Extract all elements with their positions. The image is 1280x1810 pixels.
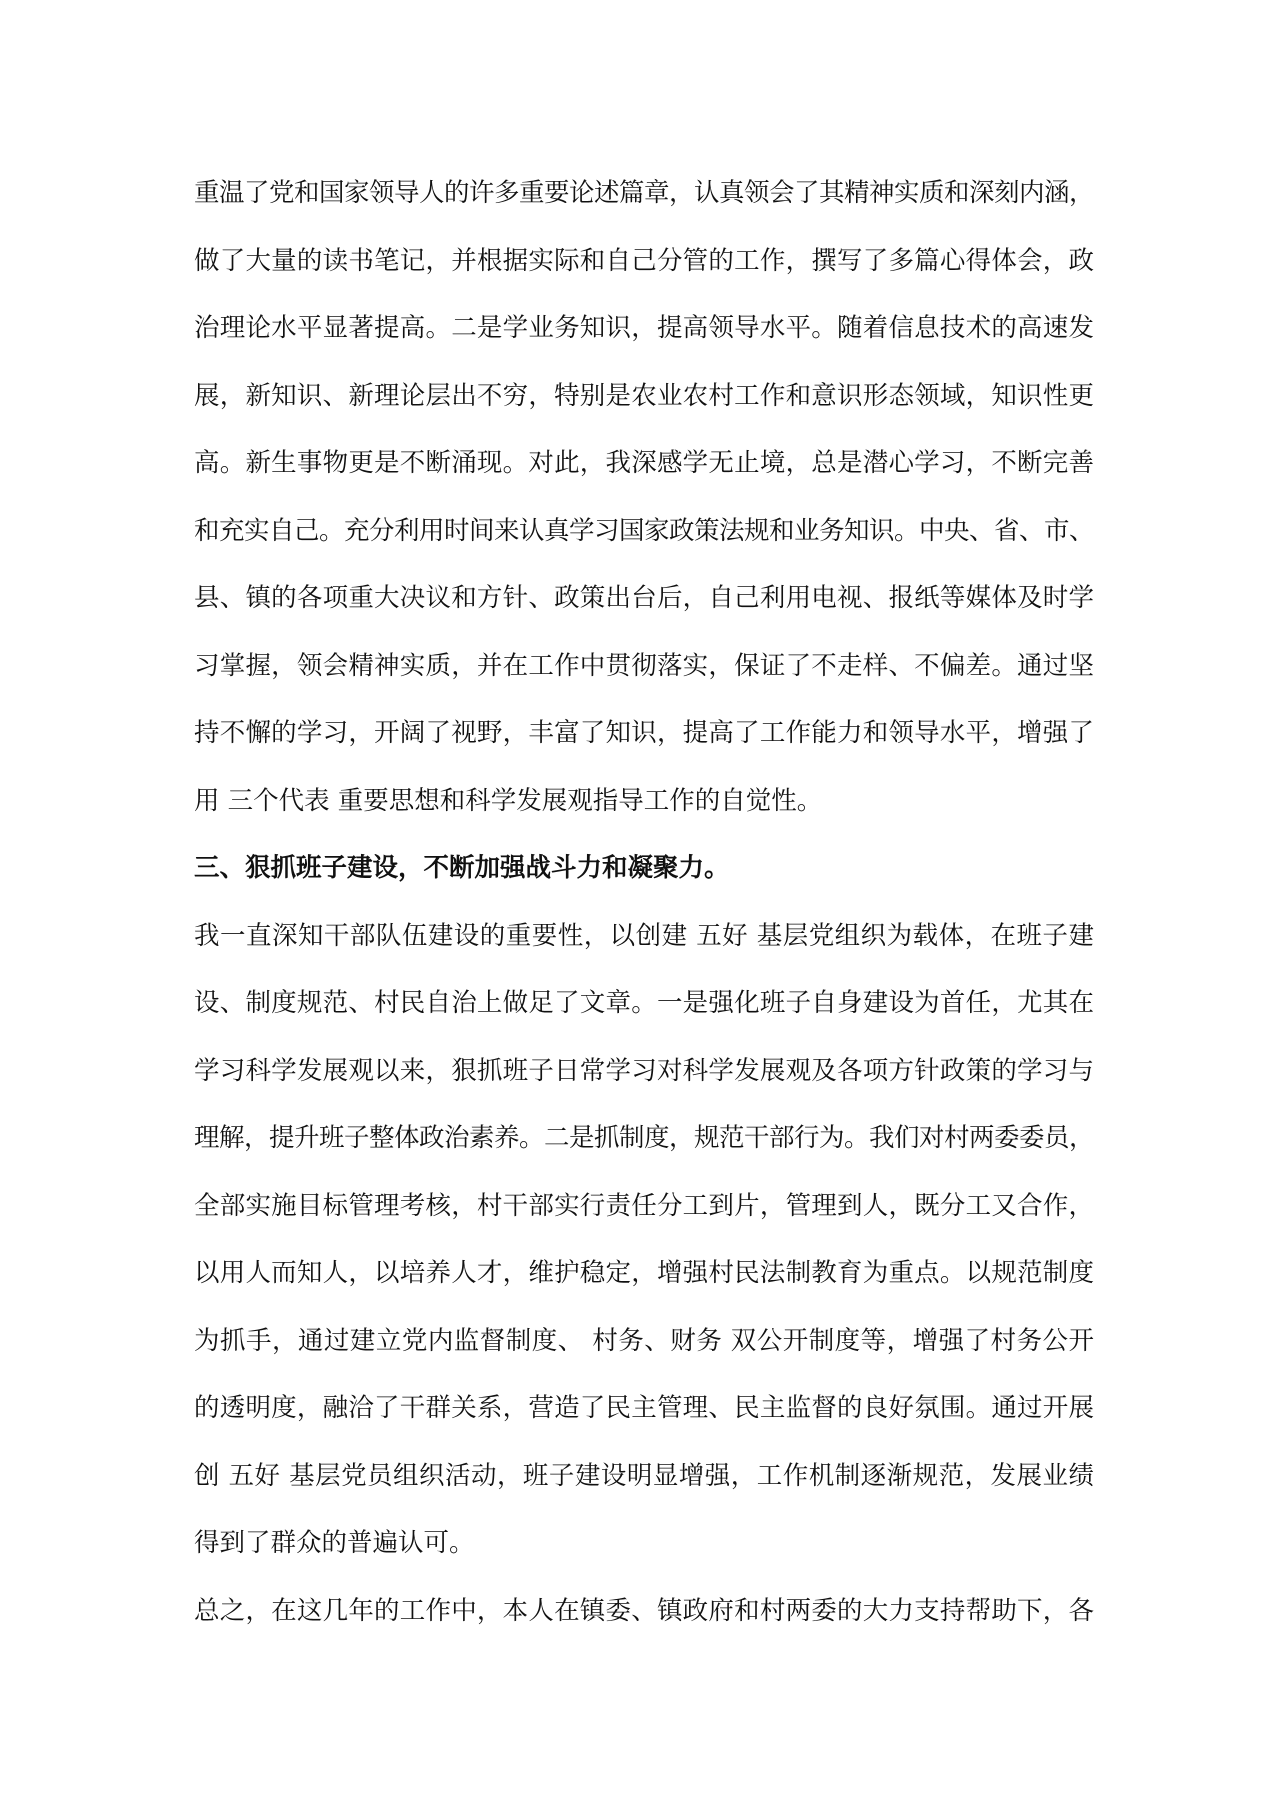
paragraph-study (194, 160, 1094, 835)
text-line: 习掌握，领会精神实质，并在工作中贯彻落实，保证了不走样、不偏差。通过坚 (194, 650, 1094, 681)
paragraph-team-building (194, 903, 1094, 1578)
text-line: 理解，提升班子整体政治素养。二是抓制度，规范干部行为。我们对村两委委员， (194, 1123, 1095, 1153)
text-line: 全部实施目标管理考核，村干部实行责任分工到片，管理到人，既分工又合作， (194, 1190, 1094, 1221)
text-line: 创 五好 基层党员组织活动，班子建设明显增强，工作机制逐渐规范，发展业绩 (194, 1460, 1094, 1491)
paragraph-summary (194, 1578, 1094, 1646)
text-line: 重温了党和国家领导人的许多重要论述篇章，认真领会了其精神实质和深刻内涵， (194, 178, 1095, 208)
text-line: 得到了群众的普遍认可。 (194, 1528, 475, 1558)
section-heading (194, 835, 1094, 903)
section-heading-text: 三、狠抓班子建设，不断加强战斗力和凝聚力。 (194, 853, 730, 883)
text-line: 展，新知识、新理论层出不穷，特别是农业农村工作和意识形态领域，知识性更 (194, 380, 1094, 411)
text-line: 的透明度，融洽了干群关系，营造了民主管理、民主监督的良好氛围。通过开展 (194, 1393, 1094, 1423)
text-line: 县、镇的各项重大决议和方针、政策出台后，自己利用电视、报纸等媒体及时学 (194, 583, 1094, 613)
document-body (194, 160, 1094, 1645)
text-line: 总之，在这几年的工作中，本人在镇委、镇政府和村两委的大力支持帮助下，各 (194, 1595, 1094, 1626)
text-line: 和充实自己。充分利用时间来认真学习国家政策法规和业务知识。中央、省、市、 (194, 515, 1095, 546)
text-line: 为抓手，通过建立党内监督制度、 村务、财务 双公开制度等，增强了村务公开 (194, 1325, 1094, 1356)
text-line: 高。新生事物更是不断涌现。对此，我深感学无止境，总是潜心学习，不断完善 (194, 448, 1094, 478)
text-line: 用 三个代表 重要思想和科学发展观指导工作的自觉性。 (194, 785, 823, 816)
text-line: 我一直深知干部队伍建设的重要性，以创建 五好 基层党组织为载体，在班子建 (194, 920, 1094, 951)
text-line: 学习科学发展观以来，狠抓班子日常学习对科学发展观及各项方针政策的学习与 (194, 1055, 1094, 1086)
text-line: 设、制度规范、村民自治上做足了文章。一是强化班子自身建设为首任，尤其在 (194, 988, 1094, 1018)
text-line: 持不懈的学习，开阔了视野，丰富了知识，提高了工作能力和领导水平，增强了 (194, 718, 1094, 748)
text-line: 以用人而知人，以培养人才，维护稳定，增强村民法制教育为重点。以规范制度 (194, 1258, 1094, 1288)
text-line: 做了大量的读书笔记，并根据实际和自己分管的工作，撰写了多篇心得体会，政 (194, 245, 1094, 276)
text-line: 治理论水平显著提高。二是学业务知识，提高领导水平。随着信息技术的高速发 (194, 313, 1094, 343)
